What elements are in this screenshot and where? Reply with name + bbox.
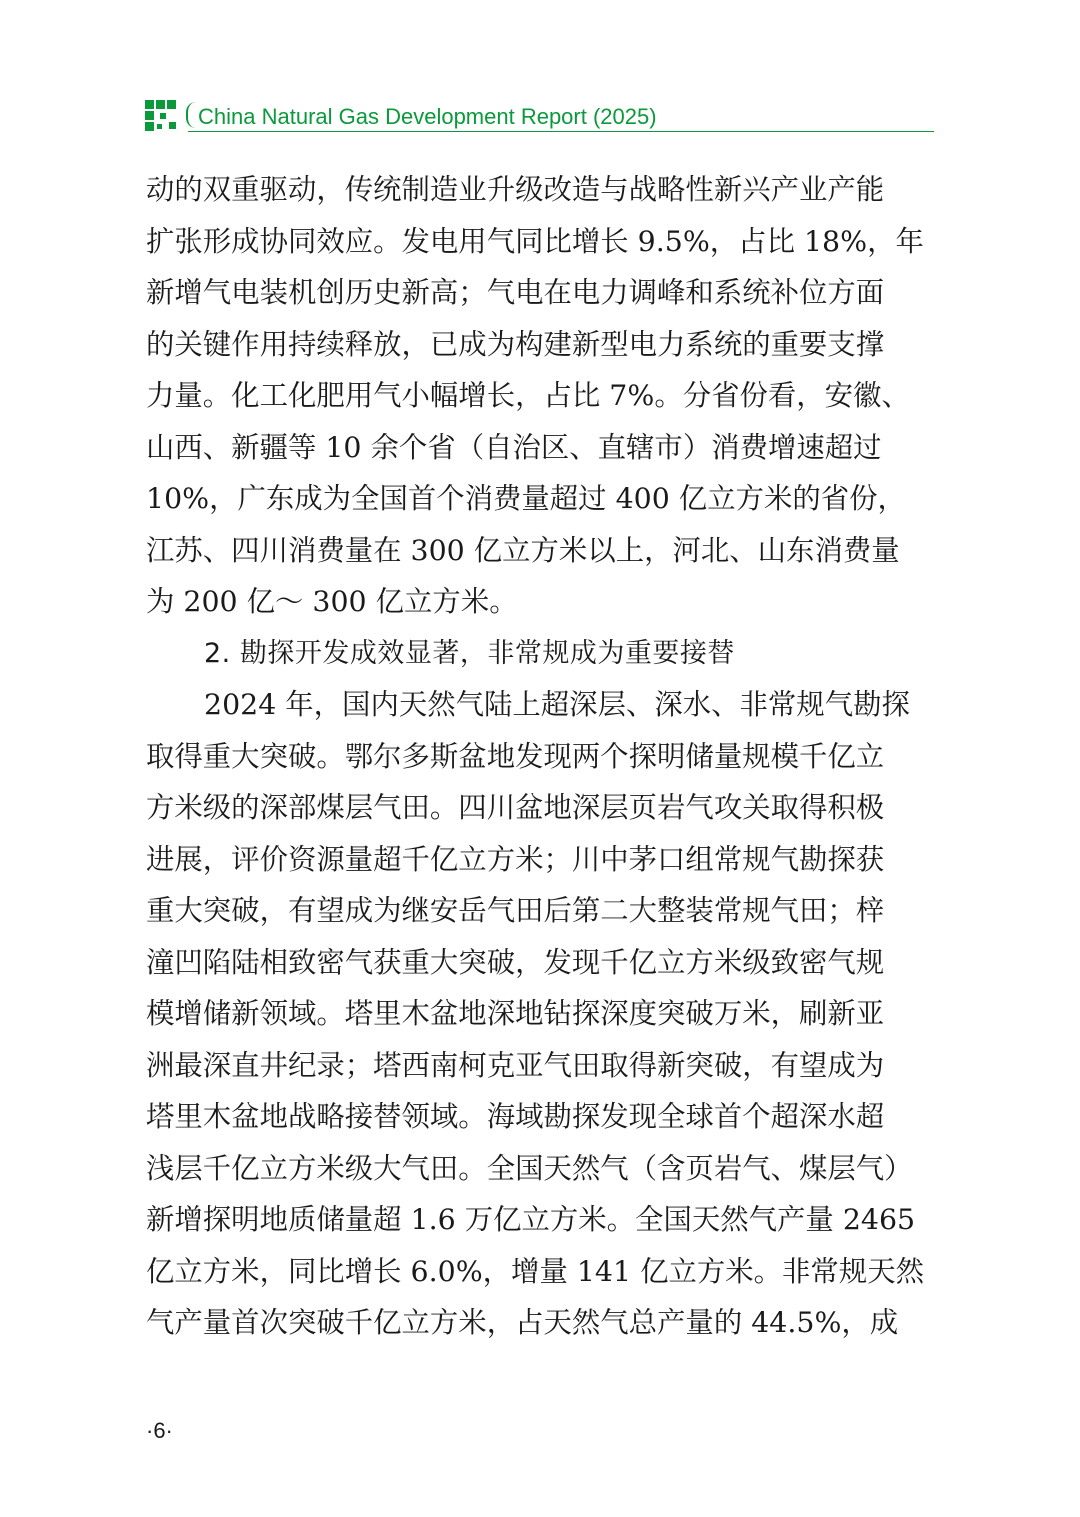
text-line: 山西、新疆等 10 余个省（自治区、直辖市）消费增速超过 — [146, 430, 882, 464]
text-line: 2024 年，国内天然气陆上超深层、深水、非常规气勘探 — [204, 688, 910, 721]
text-line: 气产量首次突破千亿立方米，占天然气总产量的 44.5%，成 — [146, 1306, 899, 1339]
text-line: 方米级的深部煤层气田。四川盆地深层页岩气攻关取得积极 — [146, 791, 885, 824]
text-line: 进展，评价资源量超千亿立方米；川中茅口组常规气勘探获 — [146, 842, 885, 876]
text-line: 新增气电装机创历史新高；气电在电力调峰和系统补位方面 — [146, 276, 885, 309]
report-logo-icon — [145, 100, 176, 131]
text-line: 浅层千亿立方米级大气田。全国天然气（含页岩气、煤层气） — [146, 1151, 913, 1185]
text-line: 的关键作用持续释放，已成为构建新型电力系统的重要支撑 — [146, 327, 885, 361]
text-line: 力量。化工化肥用气小幅增长，占比 7%。分省份看，安徽、 — [146, 379, 910, 412]
text-line: 重大突破，有望成为继安岳气田后第二大整装常规气田；梓 — [146, 894, 885, 927]
page-number: ·6· — [146, 1418, 173, 1443]
text-line: 扩张形成协同效应。发电用气同比增长 9.5%，占比 18%，年 — [146, 224, 924, 258]
header-divider — [188, 131, 934, 132]
text-line: 潼凹陷陆相致密气获重大突破，发现千亿立方米级致密气规 — [146, 945, 885, 979]
text-line: 江苏、四川消费量在 300 亿立方米以上，河北、山东消费量 — [146, 533, 900, 567]
running-header-title: China Natural Gas Development Report (2025) — [198, 104, 657, 129]
text-line: 洲最深直井纪录；塔西南柯克亚气田取得新突破，有望成为 — [146, 1048, 885, 1082]
body-text — [146, 164, 936, 1349]
text-line: 模增储新领域。塔里木盆地深地钻探深度突破万米，刷新亚 — [146, 997, 885, 1030]
text-line: 动的双重驱动，传统制造业升级改造与战略性新兴产业产能 — [146, 173, 885, 206]
text-line: 亿立方米，同比增长 6.0%，增量 141 亿立方米。非常规天然 — [146, 1254, 924, 1288]
text-line: 塔里木盆地战略接替领域。海域勘探发现全球首个超深水超 — [146, 1100, 885, 1133]
text-line: 10%，广东成为全国首个消费量超过 400 亿立方米的省份， — [146, 482, 906, 515]
text-line: 为 200 亿～ 300 亿立方米。 — [146, 585, 518, 618]
text-line: 取得重大突破。鄂尔多斯盆地发现两个探明储量规模千亿立 — [146, 739, 885, 773]
section-heading: 2. 勘探开发成效显著，非常规成为重要接替 — [204, 637, 735, 669]
text-line: 新增探明地质储量超 1.6 万亿立方米。全国天然气产量 2465 — [146, 1203, 916, 1236]
header-bracket — [186, 102, 198, 128]
